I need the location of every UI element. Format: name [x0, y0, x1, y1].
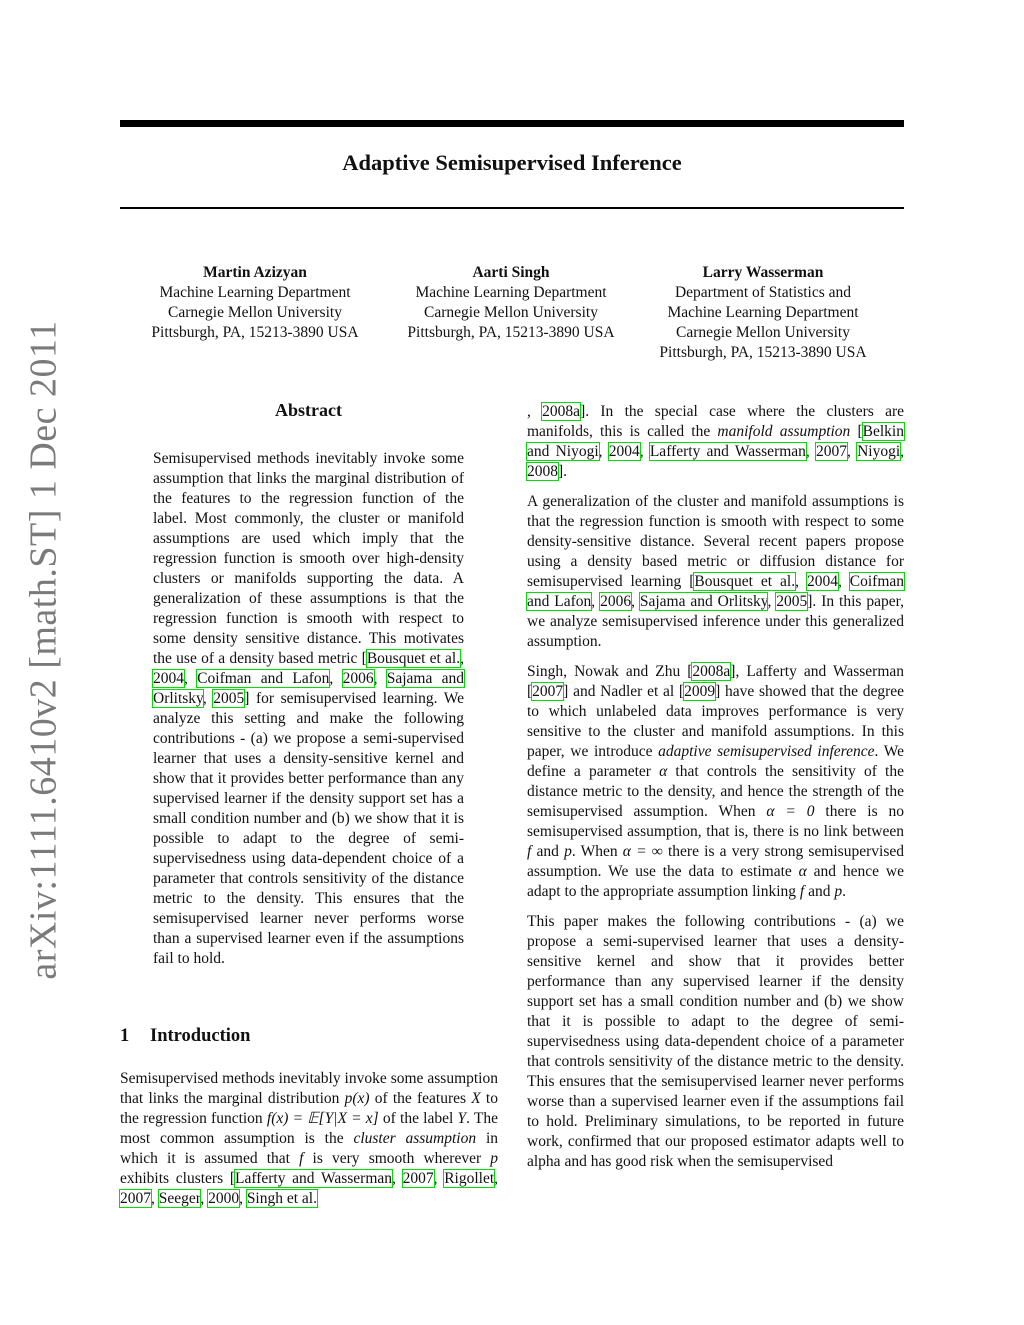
citation-link[interactable]: 2004 [608, 443, 640, 460]
citation-link[interactable]: Sajama and Orlitsky [639, 593, 768, 610]
author-block-2 [391, 263, 631, 343]
arxiv-identifier [16, 320, 72, 980]
math-inline: α = 0 [766, 803, 815, 820]
citation-link[interactable]: 2007 [120, 1190, 151, 1207]
math-inline: p(x) [344, 1090, 370, 1107]
citation-link[interactable]: Coifman and Lafon [197, 670, 330, 687]
citation-link[interactable]: 2004 [153, 670, 184, 687]
citation-link[interactable]: 2006 [342, 670, 374, 687]
math-inline: f [799, 883, 805, 900]
citation-link[interactable]: 2008 [527, 463, 558, 480]
author-affiliation: Machine Learning Department [159, 284, 351, 301]
author-block-1 [135, 263, 375, 343]
citation-link[interactable]: Rigollet [444, 1170, 495, 1187]
citation-link[interactable]: 2004 [806, 573, 838, 590]
author-name: Larry Wasserman [702, 264, 824, 281]
intro-paragraph-3: Singh, Nowak and Zhu [2008a], Lafferty and Wasserman [2007] and Nadler et al [2009] have showed that the degree to which unlabeled data improves performance is very sensitive to the cluster and manifold assumptions. In this paper, we introduce adaptive semisupervised inference. We define a parameter α that controls the sensitivity of the distance metric to the density, and hence the strength of the semisupervised assumption. When α = 0 there is no semisupervised assumption, that is, there is no link between f and p. When α = ∞ there is a very strong semisupervised assumption. We use the data to estimate α and hence we adapt to the appropriate assumption linking f and p. [527, 663, 905, 900]
math-inline: p [834, 883, 843, 900]
citation-link[interactable]: 2006 [600, 593, 632, 610]
author-affiliation: Pittsburgh, PA, 15213-3890 USA [407, 324, 615, 341]
emphasis: manifold assumption [717, 423, 851, 440]
title-rule-top [120, 120, 904, 127]
author-affiliation: Machine Learning Department [667, 304, 859, 321]
math-inline: p [490, 1150, 499, 1167]
math-inline: α [798, 863, 807, 880]
math-inline: α = ∞ [622, 843, 663, 860]
citation-link[interactable]: 2008a [692, 663, 731, 680]
citation-link[interactable]: Lafferty and Wasserman [234, 1170, 393, 1187]
intro-paragraph-1: Semisupervised methods inevitably invoke some assumption that links the marginal distribution p(x) of the features X to the regression function f(x) = 𝔼[Y|X = x] of the label Y. The most common assumption is the cluster assumption in which it is assumed that f is very smooth wherever p exhibits clusters [Lafferty and Wasserman, 2007, Rigollet, 2007, Seeger, 2000, Singh et al. [120, 1070, 499, 1207]
citation-link[interactable]: 2005 [776, 593, 808, 610]
intro-paragraph-1-continued: , 2008a]. In the special case where the clusters are manifolds, this is called the manifold assumption [Belkin and Niyogi, 2004, Lafferty and Wasserman, 2007, Niyogi, 2008]. [527, 403, 905, 480]
abstract-heading: Abstract [275, 400, 342, 420]
citation-link[interactable]: 2005 [213, 690, 245, 707]
author-affiliation: Department of Statistics and [674, 284, 852, 301]
math-inline: f [527, 843, 532, 860]
citation-link[interactable]: 2007 [402, 1170, 434, 1187]
citation-link[interactable]: 2007 [532, 683, 564, 700]
citation-link[interactable]: 2000 [208, 1190, 240, 1207]
citation-link[interactable]: Lafferty and Wasserman [649, 443, 806, 460]
citation-link[interactable]: Niyogi [857, 443, 901, 460]
author-affiliation: Pittsburgh, PA, 15213-3890 USA [151, 324, 359, 341]
math-inline: f(x) = 𝔼[Y|X = x] [266, 1110, 379, 1127]
citation-link[interactable]: 2008a [542, 403, 581, 420]
citation-link[interactable]: 2009 [684, 683, 716, 700]
citation-link[interactable]: Sajama and Orlitsky [153, 670, 465, 707]
math-inline: p [564, 843, 572, 860]
author-affiliation: Machine Learning Department [415, 284, 607, 301]
paper-title: Adaptive Semisupervised Inference [342, 150, 682, 175]
right-column [527, 402, 904, 1182]
author-affiliation: Carnegie Mellon University [424, 304, 598, 321]
citation-link[interactable]: 2007 [816, 443, 848, 460]
author-name: Aarti Singh [472, 264, 550, 281]
title-rule-bottom [120, 207, 904, 209]
section-heading-introduction [120, 1026, 250, 1047]
intro-paragraph-2: A generalization of the cluster and manifold assumptions is that the regression function is smooth with respect to some density-sensitive distance. Several recent papers propose using a density based metric or diffusion distance for semisupervised learning [Bousquet et al., 2004, Coifman and Lafon, 2006, Sajama and Orlitsky, 2005]. In this paper, we analyze semisupervised inference under this generalized assumption. [527, 493, 905, 650]
author-block-3 [643, 263, 883, 363]
citation-link[interactable]: Coifman and Lafon [527, 573, 905, 610]
abstract-text: Semisupervised methods inevitably invoke some assumption that links the marginal distribution of the features to the regression function of the label. Most commonly, the cluster or manifold assumptions are used which imply that the regression function is smooth over high-density clusters or manifolds supporting the data. A generalization of these assumptions is that the regression function is smooth with respect to some density sensitive distance. This motivates the use of a density based metric [Bousquet et al., 2004, Coifman and Lafon, 2006, Sajama and Orlitsky, 2005] for semisupervised learning. We analyze this setting and make the following contributions - (a) we propose a semi-supervised learner that uses a density-sensitive kernel and show that it provides better performance than any supervised learner if the density support set has a small condition number and (b) we show that it is possible to adapt to the degree of semi-supervisedness using data-dependent choice of a parameter that controls sensitivity of the distance metric to the density. This ensures that the semisupervised learner never performs worse than a supervised learner even if the assumptions fail to hold. [153, 450, 465, 967]
citation-link[interactable]: Bousquet et al. [366, 650, 461, 667]
section-title: Introduction [150, 1026, 251, 1046]
arxiv-identifier-text: arXiv:1111.6410v2 [math.ST] 1 Dec 2011 [23, 320, 65, 980]
math-inline: α [659, 763, 668, 780]
section-number: 1 [120, 1026, 130, 1046]
author-name: Martin Azizyan [203, 264, 307, 281]
math-inline: Y [457, 1110, 467, 1127]
math-inline: X [471, 1090, 481, 1107]
author-affiliation: Carnegie Mellon University [676, 324, 850, 341]
math-inline: f [299, 1150, 304, 1167]
citation-link[interactable]: Belkin and Niyogi [527, 423, 904, 460]
emphasis: cluster assumption [353, 1130, 477, 1147]
author-affiliation: Pittsburgh, PA, 15213-3890 USA [659, 344, 867, 361]
citation-link[interactable]: Singh et al. [246, 1190, 317, 1207]
citation-link[interactable]: Bousquet et al. [694, 573, 796, 590]
intro-paragraph-4: This paper makes the following contributions - (a) we propose a semi-supervised learner that uses a density-sensitive kernel and show that it provides better performance than any supervised learner if the density support set has a small condition number and (b) we show that it is possible to adapt to the degree of semi-supervisedness using data-dependent choice of a parameter that controls sensitivity of the distance metric to the density. This ensures that the semisupervised learner never performs worse than a supervised learner even if the assumptions fail to hold. Preliminary simulations, to be reported in future work, confirmed that our proposed estimator adapts well to alpha and has good risk when the semisupervised [527, 913, 904, 1170]
author-affiliation: Carnegie Mellon University [168, 304, 342, 321]
emphasis: adaptive semisupervised inference [658, 743, 875, 760]
citation-link[interactable]: Seeger [158, 1190, 201, 1207]
